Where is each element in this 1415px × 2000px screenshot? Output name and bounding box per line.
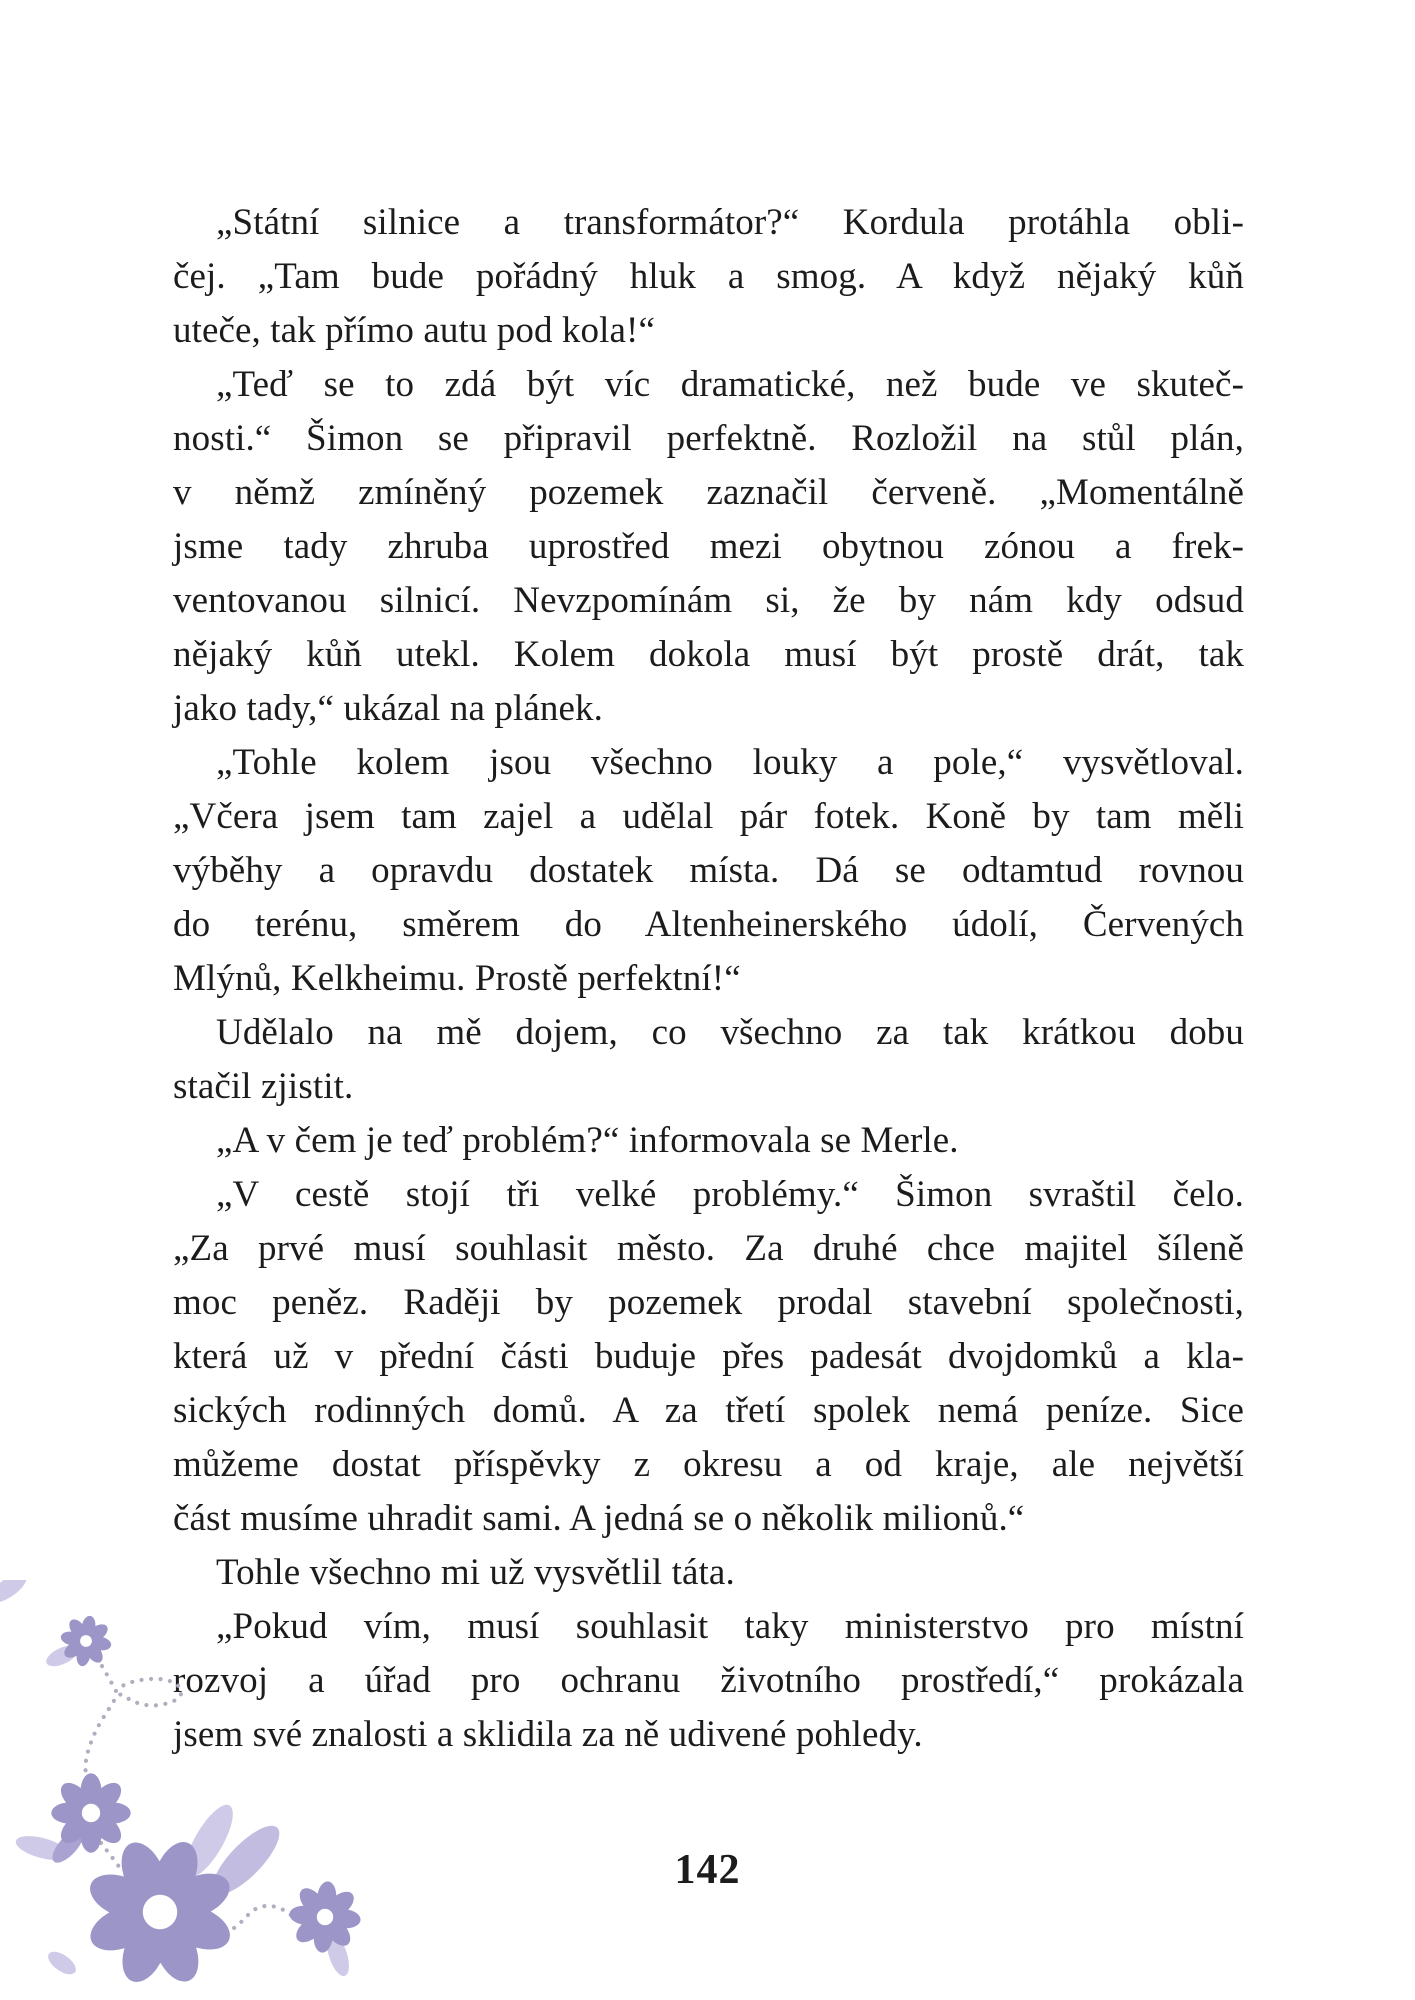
text-line: Mlýnů, Kelkheimu. Prostě perfektní!“ <box>173 958 741 999</box>
text-line: „V cestě stojí tři velké problémy.“ Šimon svraštil čelo. <box>216 1174 1244 1215</box>
text-line: „Tohle kolem jsou všechno louky a pole,“ vysvětloval. <box>216 742 1244 783</box>
flower-icon <box>286 1878 363 1955</box>
text-line: jsem své znalosti a sklidila za ně udivené pohledy. <box>173 1714 923 1755</box>
text-line: čej. „Tam bude pořádný hluk a smog. A když nějaký kůň <box>173 256 1244 297</box>
text-line: rozvoj a úřad pro ochranu životního prostředí,“ prokázala <box>173 1660 1244 1701</box>
text-line: stačil zjistit. <box>173 1066 354 1107</box>
text-line: ventovanou silnicí. Nevzpomínám si, že by nám kdy odsud <box>173 580 1244 621</box>
text-line: „A v čem je teď problém?“ informovala se Merle. <box>216 1120 959 1161</box>
page-number: 142 <box>674 1847 741 1893</box>
text-line: můžeme dostat příspěvky z okresu a od kraje, ale největší <box>173 1444 1244 1485</box>
text-line: část musíme uhradit sami. A jedná se o několik milionů.“ <box>173 1498 1025 1539</box>
text-line: Udělalo na mě dojem, co všechno za tak krátkou dobu <box>216 1012 1244 1053</box>
dotted-trail-icon <box>101 1843 123 1872</box>
leaf-icon <box>0 1580 31 1608</box>
text-line: nosti.“ Šimon se připravil perfektně. Rozložil na stůl plán, <box>173 418 1244 459</box>
text-line: uteče, tak přímo autu pod kola!“ <box>173 310 655 351</box>
flower-decoration-icon <box>0 1580 480 2000</box>
text-line: „Státní silnice a transformátor?“ Kordula protáhla obli- <box>216 202 1244 243</box>
text-line: „Za prvé musí souhlasit město. Za druhé chce majitel šíleně <box>173 1228 1244 1269</box>
text-line: nějaký kůň utekl. Kolem dokola musí být prostě drát, tak <box>173 634 1244 675</box>
text-line: jako tady,“ ukázal na plánek. <box>173 688 603 729</box>
text-line: která už v přední části buduje přes padesát dvojdomků a kla- <box>173 1336 1244 1377</box>
text-line: Tohle všechno mi už vysvětlil táta. <box>216 1552 735 1593</box>
text-line: sických rodinných domů. A za třetí spolek nemá peníze. Sice <box>173 1390 1244 1431</box>
leaf-icon <box>44 1947 79 1978</box>
text-line: v němž zmíněný pozemek zaznačil červeně. „Momentálně <box>173 472 1244 513</box>
text-line: „Včera jsem tam zajel a udělal pár fotek. Koně by tam měli <box>173 796 1244 837</box>
text-line: výběhy a opravdu dostatek místa. Dá se odtamtud rovnou <box>173 850 1244 891</box>
flower-icon <box>51 1773 130 1852</box>
text-line: „Teď se to zdá být víc dramatické, než bude ve skuteč- <box>216 364 1244 405</box>
text-line: „Pokud vím, musí souhlasit taky ministerstvo pro místní <box>216 1606 1244 1647</box>
text-line: jsme tady zhruba uprostřed mezi obytnou zónou a frek- <box>173 526 1244 567</box>
text-line: moc peněz. Raději by pozemek prodal stavební společnosti, <box>173 1282 1244 1323</box>
dotted-trail-icon <box>85 1658 181 1774</box>
body-text <box>173 196 1244 1762</box>
text-line: do terénu, směrem do Altenheinerského údolí, Červených <box>173 904 1244 945</box>
